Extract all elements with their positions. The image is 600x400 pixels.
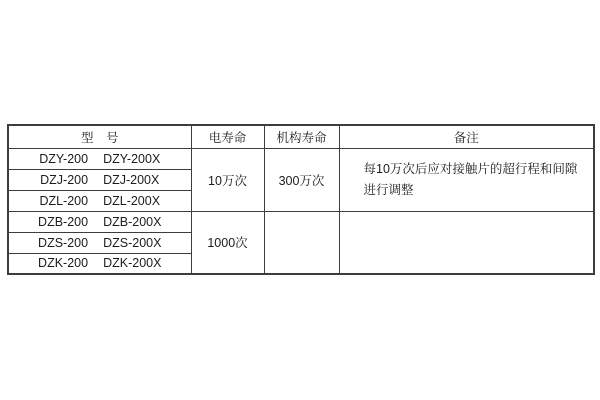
model-number: DZY-200: [39, 151, 89, 166]
model-number-x: DZY-200X: [103, 151, 161, 166]
remarks-cell: [339, 148, 594, 211]
model-pair: [9, 173, 191, 187]
remarks-line-2: 进行调整: [363, 182, 414, 197]
model-cell: [8, 211, 191, 232]
spec-table: [7, 124, 595, 275]
model-number-x: DZJ-200X: [103, 172, 160, 187]
model-pair: [9, 215, 191, 229]
mechanism-life-cell: 300万次: [264, 148, 339, 211]
col-header-electrical-life: 电寿命: [191, 125, 264, 148]
model-number-x: DZB-200X: [103, 214, 162, 229]
electrical-life-cell: 10万次: [191, 148, 264, 211]
model-pair: [9, 256, 191, 270]
model-cell: [8, 253, 191, 274]
col-header-model: 型 号: [8, 125, 191, 148]
table-row: [8, 148, 594, 169]
electrical-life-cell: 1000次: [191, 211, 264, 274]
remarks-line-1: 每10万次后应对接触片的超行程和间隙: [363, 161, 578, 176]
model-number: DZB-200: [38, 214, 89, 229]
table-row: [8, 211, 594, 232]
header-row: [8, 125, 594, 148]
model-number-x: DZL-200X: [103, 193, 161, 208]
model-pair: [9, 194, 191, 208]
model-cell: [8, 232, 191, 253]
model-number-x: DZS-200X: [103, 235, 162, 250]
model-cell: [8, 190, 191, 211]
mechanism-life-cell: [264, 211, 339, 274]
model-number-x: DZK-200X: [103, 256, 162, 271]
remarks-cell: [339, 211, 594, 274]
model-number: DZK-200: [38, 256, 89, 271]
model-pair: [9, 152, 191, 166]
col-header-mechanism-life: 机构寿命: [264, 125, 339, 148]
model-number: DZJ-200: [40, 172, 89, 187]
model-number: DZL-200: [39, 193, 89, 208]
model-pair: [9, 236, 191, 250]
model-cell: [8, 148, 191, 169]
model-number: DZS-200: [38, 235, 89, 250]
col-header-remarks: 备注: [339, 125, 594, 148]
model-cell: [8, 169, 191, 190]
